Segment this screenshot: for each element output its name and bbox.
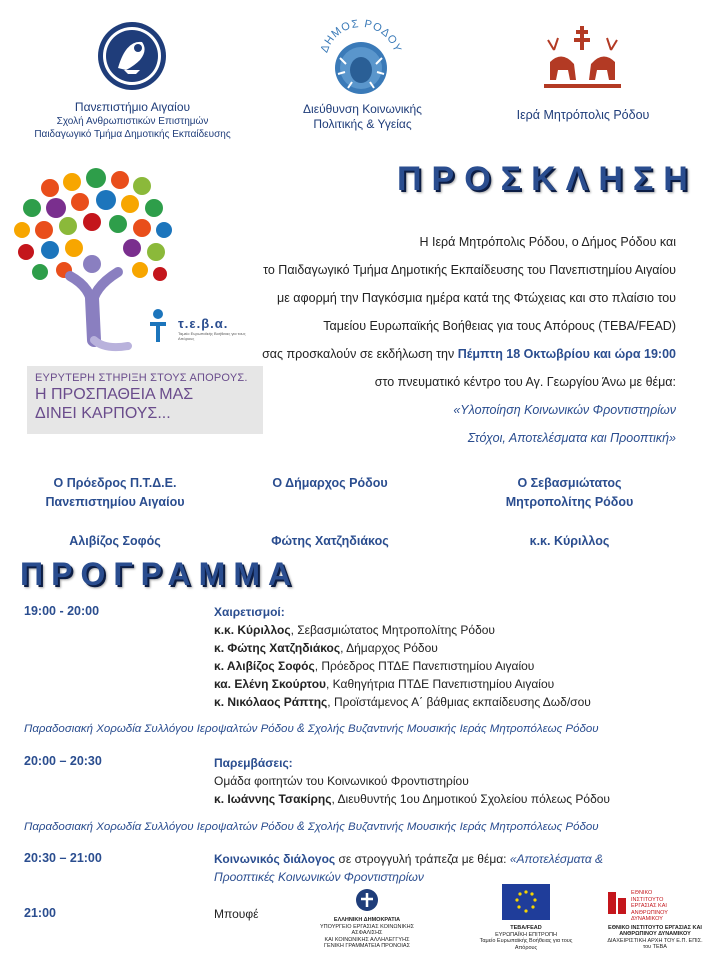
greeting-row <box>214 657 694 675</box>
intro-text <box>160 228 676 452</box>
university-name: Πανεπιστήμιο Αιγαίου <box>74 100 191 114</box>
eu-flag-icon <box>502 884 550 920</box>
slot2-speaker-role: , Διευθυντής 1ου Δημοτικού Σχολείου πόλεως Ρόδου <box>331 792 610 806</box>
slogan-line1: ΕΥΡΥΤΕΡΗ ΣΤΗΡΙΞΗ ΣΤΟΥΣ ΑΠΟΡΟΥΣ. <box>35 372 248 384</box>
slot2-heading: Παρεμβάσεις: <box>214 756 293 770</box>
school-name: Σχολή Ανθρωπιστικών Επιστημών <box>56 116 209 127</box>
eiead-line1: ΕΘΝΙΚΟ <box>631 890 653 896</box>
slot2-line1: Ομάδα φοιτητών του Κοινωνικού Φροντιστηρίου <box>214 774 469 788</box>
greeting-role: , Καθηγήτρια ΠΤΔΕ Πανεπιστημίου Αιγαίου <box>326 677 555 691</box>
page-title: ΠΡΟΣΚΛΗΣΗ <box>397 160 698 198</box>
footer-eiead-logo <box>606 890 704 951</box>
greek-emblem-icon <box>355 888 379 912</box>
signatory-metropolitan-role1: Ο Σεβασμιώτατος <box>517 476 622 490</box>
ministry-line3: ΚΑΙ ΚΟΙΝΩΝΙΚΗΣ ΑΛΛΗΛΕΓΓΥΗΣ <box>324 936 410 943</box>
municipality-arc-text: ΔΗΜΟΣ ΡΟΔΟΥ <box>318 18 404 55</box>
intro-line5-text: σας προσκαλούν σε εκδήλωση την <box>262 347 458 361</box>
slot3-mid: σε στρογγυλή τράπεζα με θέμα: <box>335 852 510 866</box>
program-title: ΠΡΟΓΡΑΜΜΑ <box>20 556 300 592</box>
university-seal-icon <box>96 20 168 92</box>
slot3-heading: Κοινωνικός διάλογος <box>214 852 336 866</box>
department-name: Παιδαγωγικό Τμήμα Δημοτικής Εκπαίδευσης <box>34 129 231 140</box>
municipality-line2: Πολιτικής & Υγείας <box>313 117 412 131</box>
municipality-helios-icon <box>316 18 406 98</box>
footer-eu-logo <box>472 884 580 951</box>
ministry-line2: ΥΠΟΥΡΓΕΙΟ ΕΡΓΑΣΙΑΣ ΚΟΙΝΩΝΙΚΗΣ ΑΣΦΑΛΙΣΗΣ <box>319 923 415 936</box>
slot2-line2 <box>214 790 694 808</box>
signatory-rector-name: Αλιβίζος Σοφός <box>69 534 161 548</box>
eiead-line3: ΕΡΓΑΣΙΑΣ ΚΑΙ <box>631 903 667 909</box>
ministry-line4: ΓΕΝΙΚΗ ΓΡΑΜΜΑΤΕΙΑ ΠΡΟΝΟΙΑΣ <box>324 943 410 949</box>
slot3-topic2: Προοπτικές Κοινωνικών Φροντιστηρίων <box>214 870 424 884</box>
greeting-row <box>214 639 694 657</box>
metropolis-deer-icon <box>540 22 625 97</box>
greeting-role: , Δήμαρχος Ρόδου <box>340 641 438 655</box>
greeting-role: , Πρόεδρος ΠΤΔΕ Πανεπιστημίου Αιγαίου <box>314 659 535 673</box>
greeting-name: κ. Αλιβίζος Σοφός <box>214 659 315 673</box>
greeting-name: κ. Φώτης Χατζηδιάκος <box>214 641 341 655</box>
metropolis-name: Ιερά Μητρόπολις Ρόδου <box>516 108 650 122</box>
intro-line5 <box>160 340 676 368</box>
slot3-line1 <box>214 850 694 868</box>
signatory-mayor <box>235 474 425 551</box>
signatory-rector <box>20 474 210 551</box>
slot3-time: 20:30 – 21:00 <box>24 851 102 865</box>
footer-ministry-logo <box>306 888 428 950</box>
greeting-row <box>214 675 694 693</box>
slogan-line2: Η ΠΡΟΣΠΑΘΕΙΑ ΜΑΣ <box>35 386 194 403</box>
event-date: Πέμπτη 18 Οκτωβρίου και ώρα 19:00 <box>457 347 676 361</box>
signatory-mayor-role1: Ο Δήμαρχος Ρόδου <box>272 476 388 490</box>
slogan-line3: ΔΙΝΕΙ ΚΑΡΠΟΥΣ... <box>35 405 171 422</box>
signatory-mayor-name: Φώτης Χατζηδιάκος <box>271 534 389 548</box>
choir-note-1: Παραδοσιακή Χορωδία Συλλόγου Ιεροψαλτών Ρόδου & Σχολής Βυζαντινής Μουσικής Ιεράς Μητροπόλεως Ρόδου <box>24 723 599 735</box>
slot3-body <box>214 850 694 886</box>
teva-brand-sub: Ταμείο Ευρωπαϊκής Βοήθειας για τους Απόρους <box>178 331 246 341</box>
greeting-row <box>214 693 694 711</box>
event-topic-line1: «Υλοποίηση Κοινωνικών Φροντιστηρίων <box>453 403 676 417</box>
signatory-metropolitan-name: κ.κ. Κύριλλος <box>529 534 610 548</box>
slot2-time: 20:00 – 20:30 <box>24 754 102 768</box>
slot1-time: 19:00 - 20:00 <box>24 604 100 618</box>
signatory-mayor-role2 <box>235 493 425 512</box>
greeting-role: , Σεβασμιώτατος Μητροπολίτης Ρόδου <box>290 623 495 637</box>
eiead-line2: ΙΝΣΤΙΤΟΥΤΟ <box>631 896 664 903</box>
signatory-rector-role2: Πανεπιστημίου Αιγαίου <box>45 495 185 509</box>
signatory-metropolitan <box>472 474 667 551</box>
greeting-row <box>214 621 694 639</box>
ministry-line1: ΕΛΛΗΝΙΚΗ ΔΗΜΟΚΡΑΤΙΑ <box>333 917 401 923</box>
eiead-logo-icon <box>606 890 628 916</box>
eu-line3: Ταμείο Ευρωπαϊκής Βοήθειας για τους Απόρους <box>479 938 573 951</box>
signatory-rector-role1: Ο Πρόεδρος Π.Τ.Δ.Ε. <box>53 476 177 490</box>
eiead-line5: ΔΥΝΑΜΙΚΟΥ <box>631 916 663 922</box>
eu-line2: ΕΥΡΩΠΑΪΚΗ ΕΠΙΤΡΟΠΗ <box>495 931 557 938</box>
municipality-caption <box>290 102 435 132</box>
intro-line3: με αφορμή την Παγκόσμια ημέρα κατά της Φτώχειας και στο πλαίσιο του <box>277 291 676 305</box>
slot3-topic1: «Αποτελέσματα & <box>509 852 604 866</box>
eu-line1: ΤΕΒΑ/FEAD <box>510 925 542 931</box>
eiead-line6: ΕΘΝΙΚΟ ΙΝΣΤΙΤΟΥΤΟ ΕΡΓΑΣΙΑΣ ΚΑΙ ΑΝΘΡΩΠΙΝΟΥ ΔΥΝΑΜΙΚΟΥ <box>608 924 702 937</box>
slot2-body <box>214 754 694 808</box>
greeting-role: , Προϊστάμενος Α΄ βάθμιας εκπαίδευσης Δωδ/σου <box>327 695 591 709</box>
intro-line1: Η Ιερά Μητρόπολις Ρόδου, ο Δήμος Ρόδου και <box>419 235 676 249</box>
choir-note-2: Παραδοσιακή Χορωδία Συλλόγου Ιεροψαλτών Ρόδου & Σχολής Βυζαντινής Μουσικής Ιεράς Μητροπόλεως Ρόδου <box>24 821 599 833</box>
metropolis-logo <box>540 22 625 97</box>
greeting-name: κ.κ. Κύριλλος <box>214 623 291 637</box>
greeting-name: κα. Ελένη Σκούρτου <box>214 677 327 691</box>
university-caption <box>20 100 245 141</box>
intro-line6: στο πνευματικό κέντρο του Αγ. Γεωργίου Άνω με θέμα: <box>374 375 676 389</box>
intro-line2: το Παιδαγωγικό Τμήμα Δημοτικής Εκπαίδευσης του Πανεπιστημίου Αιγαίου <box>263 263 676 277</box>
municipality-line1: Διεύθυνση Κοινωνικής <box>303 102 422 116</box>
greeting-name: κ. Νικόλαος Ράπτης <box>214 695 328 709</box>
slot1-heading: Χαιρετισμοί: <box>214 605 285 619</box>
slot2-speaker: κ. Ιωάννης Τσακίρης <box>214 792 332 806</box>
slot4-time: 21:00 <box>24 906 56 920</box>
intro-line4: Ταμείου Ευρωπαϊκής Βοήθειας για τους Απόρους (ΤΕΒΑ/FEAD) <box>323 319 676 333</box>
metropolis-caption <box>508 108 658 123</box>
university-logo <box>96 20 168 92</box>
signatory-metropolitan-role2: Μητροπολίτης Ρόδου <box>505 495 634 509</box>
municipality-logo <box>316 18 406 98</box>
eiead-line4: ΑΝΘΡΩΠΙΝΟΥ <box>631 909 668 916</box>
eiead-line7: ΔΙΑΧΕΙΡΙΣΤΙΚΗ ΑΡΧΗ ΤΟΥ Ε.Π. ΕΠΙΣ. του ΤΕΒΑ <box>607 937 703 950</box>
slot4-text: Μπουφέ <box>214 907 259 921</box>
event-topic-line2: Στόχοι, Αποτελέσματα και Προοπτική» <box>467 431 676 445</box>
slot1-body <box>214 603 694 711</box>
teva-brand-name: τ.ε.β.α. <box>178 316 229 331</box>
